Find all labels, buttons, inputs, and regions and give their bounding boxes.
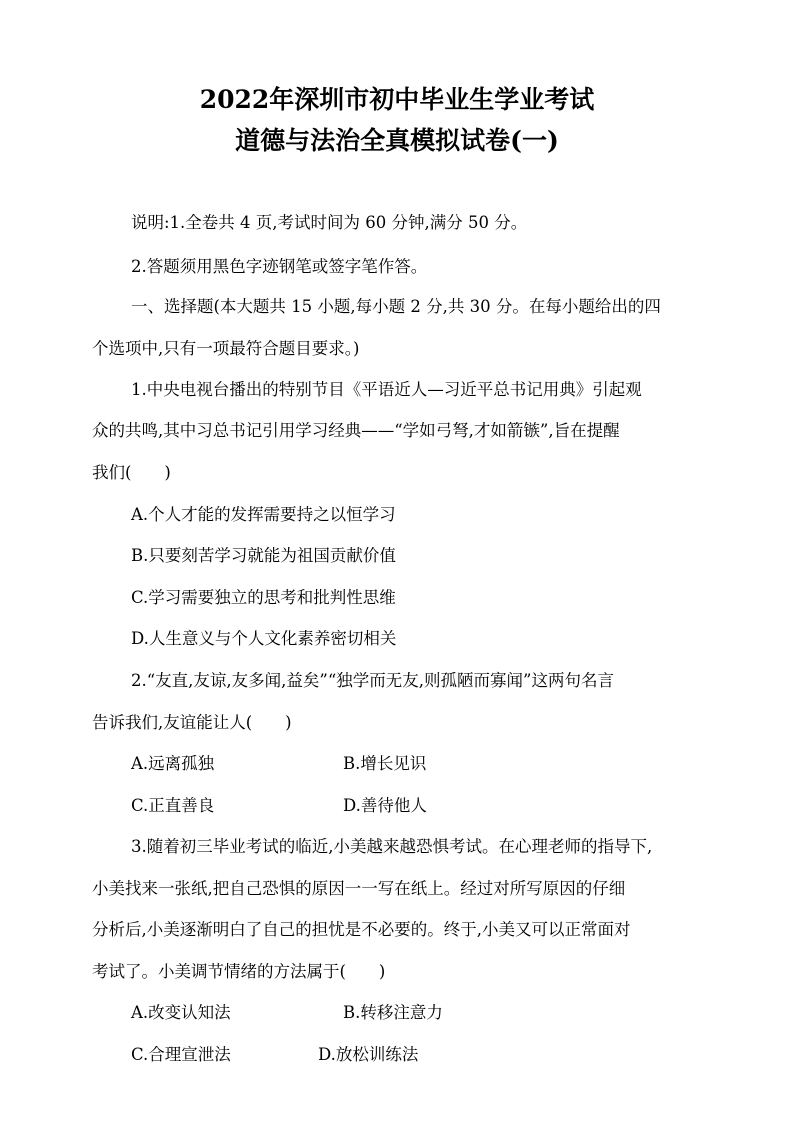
question-3-option-c: C.合理宣泄法 bbox=[131, 1045, 231, 1064]
exam-title: 2022年深圳市初中毕业生学业考试 bbox=[199, 85, 595, 114]
question-1-stem-line-1: 1.中央电视台播出的特别节目《平语近人—习近平总书记用典》引起观 bbox=[131, 380, 642, 399]
exam-subtitle: 道德与法治全真模拟试卷(一) bbox=[235, 126, 559, 155]
question-3-option-d: D.放松训练法 bbox=[318, 1045, 419, 1064]
question-3-stem-line-1: 3.随着初三毕业考试的临近,小美越来越恐惧考试。在心理老师的指导下, bbox=[131, 837, 653, 856]
question-2-stem-line-1: 2.“友直,友谅,友多闻,益矣”“独学而无友,则孤陋而寡闻”这两句名言 bbox=[131, 671, 614, 690]
question-3-stem-line-2: 小美找来一张纸,把自己恐惧的原因一一写在纸上。经过对所写原因的仔细 bbox=[92, 879, 626, 898]
question-3-option-b: B.转移注意力 bbox=[343, 1003, 443, 1022]
section-heading-line-1: 一、选择题(本大题共 15 小题,每小题 2 分,共 30 分。在每小题给出的四 bbox=[131, 297, 661, 316]
question-3-stem-line-3: 分析后,小美逐渐明白了自己的担忧是不必要的。终于,小美又可以正常面对 bbox=[92, 920, 631, 939]
question-3-option-a: A.改变认知法 bbox=[131, 1003, 231, 1022]
question-1-stem-line-3: 我们( ) bbox=[92, 463, 171, 482]
instruction-note-2: 2.答题须用黑色字迹钢笔或签字笔作答。 bbox=[131, 257, 428, 276]
question-2-option-c: C.正直善良 bbox=[131, 796, 215, 815]
question-1-stem-line-2: 众的共鸣,其中习总书记引用学习经典——“学如弓弩,才如箭镞”,旨在提醒 bbox=[92, 421, 620, 440]
question-2-option-a: A.远离孤独 bbox=[131, 754, 215, 773]
question-1-option-a: A.个人才能的发挥需要持之以恒学习 bbox=[131, 505, 396, 524]
question-2-stem-line-2: 告诉我们,友谊能让人( ) bbox=[92, 713, 292, 732]
question-2-option-b: B.增长见识 bbox=[343, 754, 427, 773]
question-1-option-d: D.人生意义与个人文化素养密切相关 bbox=[131, 629, 397, 648]
question-1-option-b: B.只要刻苦学习就能为祖国贡献价值 bbox=[131, 546, 396, 565]
instruction-note-1: 说明:1.全卷共 4 页,考试时间为 60 分钟,满分 50 分。 bbox=[131, 213, 528, 232]
section-heading-line-2: 个选项中,只有一项最符合题目要求。) bbox=[92, 339, 360, 358]
question-3-stem-line-4: 考试了。小美调节情绪的方法属于( ) bbox=[92, 962, 386, 981]
question-2-option-d: D.善待他人 bbox=[343, 796, 427, 815]
question-1-option-c: C.学习需要独立的思考和批判性思维 bbox=[131, 588, 396, 607]
